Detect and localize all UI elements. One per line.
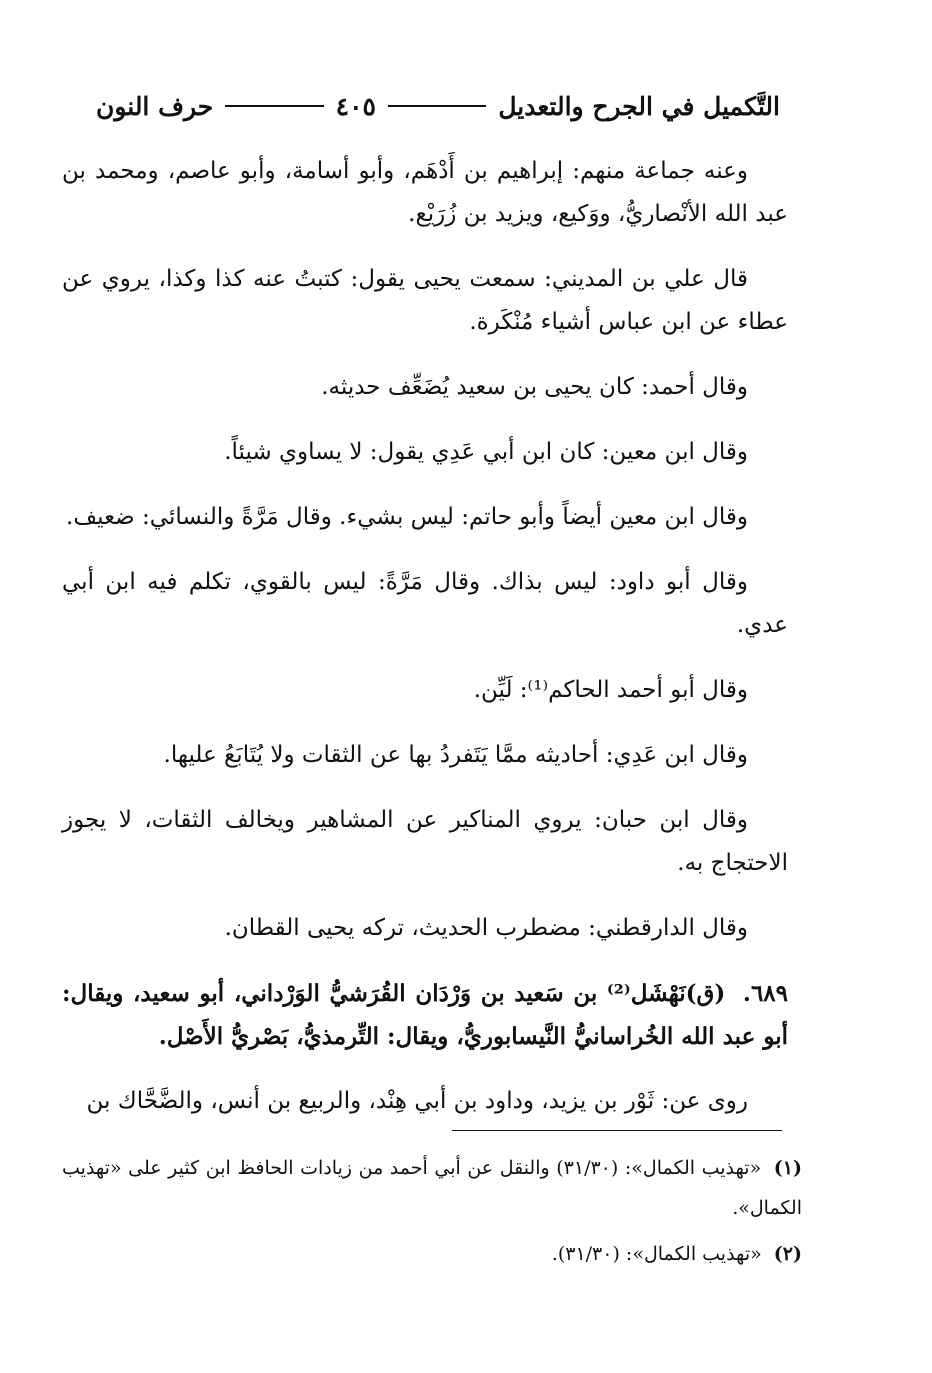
section-title: حرف النون — [96, 91, 214, 121]
paragraph: وقال ابن حبان: يروي المناكير عن المشاهير ويخالف الثقات، لا يجوز الاحتجاج به. — [62, 807, 788, 876]
paragraph: قال علي بن المديني: سمعت يحيى يقول: كتبتُ عنه كذا وكذا، يروي عن عطاء عن ابن عباس أشياء مُنْكَرة. — [62, 266, 788, 335]
entry-number: ٦٨٩. — [742, 980, 788, 1007]
paragraph: وعنه جماعة منهم: إبراهيم بن أَدْهَم، وأبو أسامة، وأبو عاصم، ومحمد بن عبد الله الأنْصاريُّ، ووَكيع، ويزيد بن زُرَيْع. — [62, 158, 788, 227]
footnote-separator — [452, 1130, 782, 1131]
paragraph: وقال ابن معين: كان ابن أبي عَدِي يقول: لا يساوي شيئاً. — [224, 439, 748, 465]
biography-entry-heading — [62, 972, 788, 1058]
main-text — [62, 150, 788, 1145]
footnotes — [62, 1148, 802, 1280]
footnote-number: (٢) — [773, 1243, 802, 1265]
footnote — [62, 1148, 802, 1228]
paragraph: وقال ابن عَدِي: أحاديثه ممَّا يَتَفردُ بها عن الثقات ولا يُتَابَعُ عليها. — [163, 742, 748, 768]
entry-title: (ق)نَهْشَل⁽²⁾ بن سَعيد بن وَرْدَان القُرَشيُّ الوَرْداني، أبو سعيد، ويقال: أبو عبد الله الخُراسانيُّ النَّيسابوريُّ، ويقال: التِّرمذيُّ، بَصْريُّ الأَصْل. — [62, 980, 788, 1050]
paragraph: وقال أحمد: كان يحيى بن سعيد يُضَعِّف حديثه. — [321, 374, 748, 400]
book-title: التَّكميل في الجرح والتعديل — [498, 91, 780, 121]
paragraph: وقال ابن معين أيضاً وأبو حاتم: ليس بشيء. وقال مَرَّةً والنسائي: ضعيف. — [66, 504, 748, 530]
footnote-number: (١) — [773, 1157, 802, 1179]
footnote — [62, 1234, 802, 1274]
running-header — [96, 86, 780, 126]
paragraph: روى عن: ثَوْر بن يزيد، وداود بن أبي هِنْد، والربيع بن أنس، والضَّحَّاك بن — [86, 1088, 748, 1114]
footnote-text: «تهذيب الكمال»: (٣١/٣٠) والنقل عن أبي أحمد من زيادات الحافظ ابن كثير على «تهذيب الكمال». — [62, 1157, 802, 1219]
paragraph: وقال الدارقطني: مضطرب الحديث، تركه يحيى القطان. — [224, 915, 748, 941]
header-rule-left — [225, 105, 323, 107]
footnote-text: «تهذيب الكمال»: (٣١/٣٠). — [551, 1243, 762, 1265]
paragraph: وقال أبو أحمد الحاكم⁽¹⁾: لَيِّن. — [473, 677, 748, 703]
paragraph: وقال أبو داود: ليس بذاك. وقال مَرَّةً: ليس بالقوي، تكلم فيه ابن أبي عدي. — [62, 569, 788, 638]
page-number: ٤٠٥ — [335, 91, 376, 121]
header-rule-right — [388, 105, 486, 107]
